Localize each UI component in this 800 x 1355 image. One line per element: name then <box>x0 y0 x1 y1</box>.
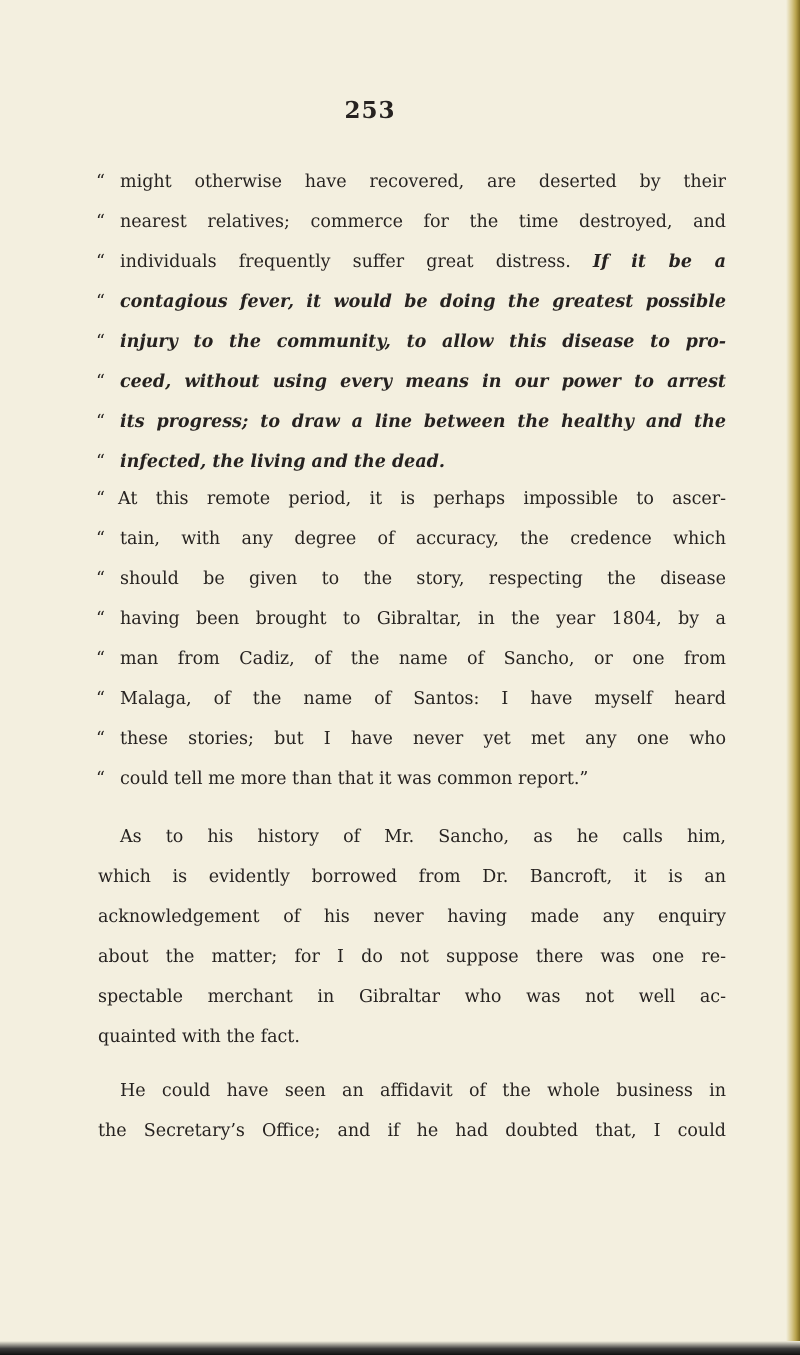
quote-mark: “ <box>96 489 105 509</box>
paragraph-3-line-5: spectable merchant in Gibraltar who was not well ac- <box>98 987 726 1007</box>
paragraph-3-line-1: As to his history of Mr. Sancho, as he calls him, <box>120 827 726 847</box>
text-line: Malaga, of the name of Santos: I have myself heard <box>120 689 726 709</box>
quote-mark: “ <box>96 452 105 472</box>
quote-mark: “ <box>96 252 105 272</box>
text-line <box>120 254 726 272</box>
text-line: man from Cadiz, of the name of Sancho, or one from <box>120 649 726 669</box>
quote-mark: “ <box>96 412 105 432</box>
quote-mark: “ <box>96 172 105 192</box>
text-line: could tell me more than that it was common report.” <box>120 769 589 789</box>
text-line: these stories; but I have never yet met any one who <box>120 729 726 749</box>
quote-mark: “ <box>96 689 105 709</box>
quote-mark: “ <box>96 292 105 312</box>
quote-mark: “ <box>96 769 105 789</box>
text-line: contagious fever, it would be doing the greatest possible <box>120 292 726 312</box>
paragraph-3-line-2: which is evidently borrowed from Dr. Bancroft, it is an <box>98 867 726 887</box>
quote-mark: “ <box>96 332 105 352</box>
paragraph-4-line-2: the Secretary’s Office; and if he had doubted that, I could <box>98 1121 726 1141</box>
text-line: nearest relatives; commerce for the time destroyed, and <box>120 212 726 232</box>
text-line: having been brought to Gibraltar, in the year 1804, by a <box>120 609 726 629</box>
quote-mark: “ <box>96 729 105 749</box>
quote-mark: “ <box>96 372 105 392</box>
text-line: infected, the living and the dead. <box>120 452 445 472</box>
text-line: might otherwise have recovered, are deserted by their <box>120 172 726 192</box>
page-edge-shadow <box>786 0 800 1355</box>
paragraph-3-line-4: about the matter; for I do not suppose there was one re- <box>98 947 726 967</box>
quote-mark: “ <box>96 609 105 629</box>
text-line-italic-tail: If it be a <box>592 252 726 272</box>
text-line-plain: individuals frequently suffer great distress. <box>120 252 571 272</box>
paragraph-3-line-6: quainted with the fact. <box>98 1027 300 1047</box>
paragraph-4-line-1: He could have seen an affidavit of the whole business in <box>120 1081 726 1101</box>
scan-bottom-edge <box>0 1341 800 1355</box>
text-line: should be given to the story, respecting the disease <box>120 569 726 589</box>
text-line: ceed, without using every means in our power to arrest <box>120 372 726 392</box>
text-line: injury to the community, to allow this disease to pro- <box>120 332 726 352</box>
text-line: At this remote period, it is perhaps impossible to ascer- <box>118 489 726 509</box>
quote-mark: “ <box>96 212 105 232</box>
quote-mark: “ <box>96 649 105 669</box>
paragraph-3-line-3: acknowledgement of his never having made any enquiry <box>98 907 726 927</box>
text-line: its progress; to draw a line between the healthy and the <box>120 412 726 432</box>
text-line: tain, with any degree of accuracy, the credence which <box>120 529 726 549</box>
quote-mark: “ <box>96 529 105 549</box>
page-number: 253 <box>344 97 396 124</box>
quote-mark: “ <box>96 569 105 589</box>
